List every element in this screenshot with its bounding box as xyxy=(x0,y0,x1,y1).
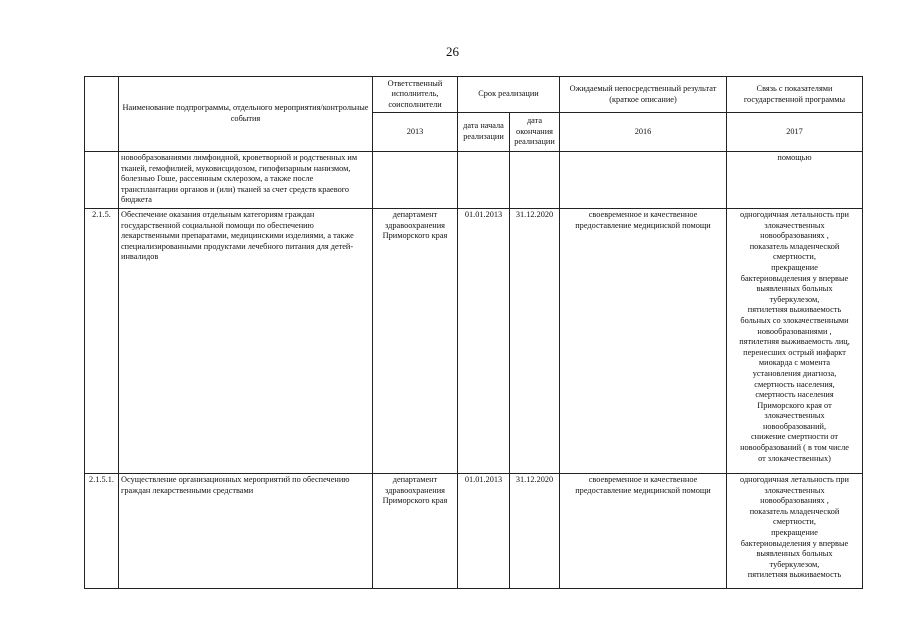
row-result: своевременное и качественное предоставление медицинской помощи xyxy=(560,209,727,474)
row-start-date xyxy=(458,152,510,209)
header-end-date: дата окончания реализации xyxy=(510,113,560,152)
row-end-date: 31.12.2020 xyxy=(510,209,560,474)
row-executor: департамент здравоохранения Приморского края xyxy=(373,209,458,474)
row-end-date: 31.12.2020 xyxy=(510,474,560,589)
header-link-year: 2017 xyxy=(727,113,863,152)
link-line: злокачественных xyxy=(764,485,825,495)
link-line: туберкулезом, xyxy=(769,559,820,569)
link-line: миокарда с момента xyxy=(758,358,831,368)
link-line: выявленных больных xyxy=(756,549,833,559)
link-line: злокачественных xyxy=(764,220,825,230)
row-link xyxy=(727,152,863,209)
link-line: от злокачественных) xyxy=(758,453,831,463)
row-name: Обеспечение оказания отдельным категориям граждан государственной социальной помощи по обеспечению лекарственными препаратами, медицинскими изделиями, а также специализированными продуктами лечебного питания для детей-инвалидов xyxy=(119,209,373,474)
row-number: 2.1.5.1. xyxy=(85,474,119,589)
link-line: пятилетняя выживаемость xyxy=(747,570,842,580)
row-result xyxy=(560,152,727,209)
link-line: показатель младенческой xyxy=(749,506,840,516)
row-executor xyxy=(373,152,458,209)
row-end-date xyxy=(510,152,560,209)
link-line: одногодичная летальность при xyxy=(740,210,849,219)
link-line: новообразований ( в том числе xyxy=(740,443,849,453)
link-line: выявленных больных xyxy=(756,284,833,294)
header-term: Срок реализации xyxy=(458,77,560,113)
link-line: пятилетняя выживаемость xyxy=(747,305,842,315)
header-start-date: дата начала реализации xyxy=(458,113,510,152)
link-line: бактериовыделения у впервые xyxy=(740,538,849,548)
link-line: смертность населения xyxy=(755,390,834,400)
link-line: смертность населения, xyxy=(754,379,835,389)
link-line: перенесших острый инфаркт xyxy=(743,347,846,357)
link-line: установления диагноза, xyxy=(752,368,837,378)
link-line: смертности, xyxy=(773,517,816,527)
link-line: Приморского края от xyxy=(757,400,832,410)
header-result: Ожидаемый непосредственный результат (краткое описание) xyxy=(560,77,727,113)
header-name: Наименование подпрограммы, отдельного мероприятия/контрольные события xyxy=(119,77,373,152)
link-line: показатель младенческой xyxy=(749,241,840,251)
link-line: одногодичная летальность при xyxy=(740,475,849,484)
row-name: новообразованиями лимфоидной, кроветворной и родственных им тканей, гемофилией, муковисцидозом, гипофизарным нанизмом, болезнью Гоше, рассеянным склерозом, а также после трансплантации органов и (или) тканей за счет средств краевого бюджета xyxy=(119,152,373,209)
row-link xyxy=(727,209,863,474)
link-line: новообразованиях , xyxy=(760,231,829,241)
table-row xyxy=(85,152,863,209)
header-link: Связь с показателями государственной программы xyxy=(727,77,863,113)
link-line: злокачественных xyxy=(764,411,825,421)
row-number xyxy=(85,152,119,209)
link-line: прекращение xyxy=(771,262,818,272)
header-executor-year: 2013 xyxy=(373,113,458,152)
link-line: пятилетняя выживаемость лиц, xyxy=(739,337,850,347)
link-line: новообразованиями , xyxy=(757,326,832,336)
link-line: туберкулезом, xyxy=(769,294,820,304)
link-line: прекращение xyxy=(771,527,818,537)
header-empty xyxy=(85,77,119,152)
page-number: 26 xyxy=(446,44,459,59)
link-line: больных со злокачественными xyxy=(740,315,849,325)
link-line: смертности, xyxy=(773,252,816,262)
row-start-date: 01.01.2013 xyxy=(458,209,510,474)
link-line: новообразований, xyxy=(762,421,827,431)
row-result: своевременное и качественное предоставление медицинской помощи xyxy=(560,474,727,589)
row-link xyxy=(727,474,863,589)
header-result-year: 2016 xyxy=(560,113,727,152)
link-line: снижение смертности от xyxy=(750,432,839,442)
program-table xyxy=(84,76,863,589)
table-row xyxy=(85,474,863,589)
link-line: бактериовыделения у впервые xyxy=(740,273,849,283)
table-row xyxy=(85,209,863,474)
link-line: новообразованиях , xyxy=(760,496,829,506)
row-executor: департамент здравоохранения Приморского края xyxy=(373,474,458,589)
header-executor: Ответственный исполнитель, соисполнители xyxy=(373,77,458,113)
row-name: Осуществление организационных мероприятий по обеспечению граждан лекарственными средствами xyxy=(119,474,373,589)
row-number: 2.1.5. xyxy=(85,209,119,474)
row-start-date: 01.01.2013 xyxy=(458,474,510,589)
link-line: помощью xyxy=(777,153,812,162)
